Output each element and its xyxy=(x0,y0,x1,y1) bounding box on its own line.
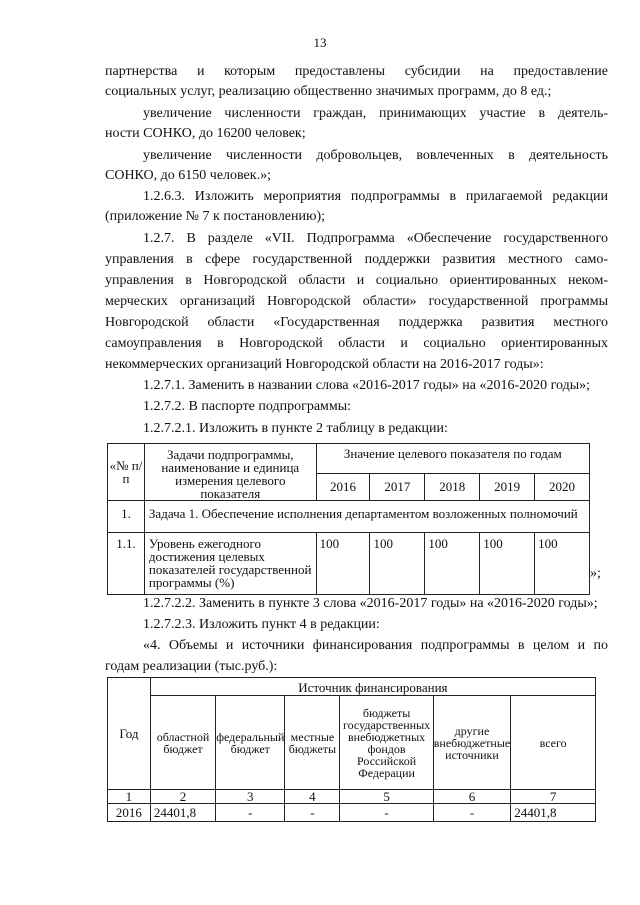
paragraph-line: управления в сфере государственной поддержки развития местного само- xyxy=(105,252,608,267)
paragraph-line: социальных услуг, реализацию общественно значимых программ, до 8 ед.; xyxy=(105,84,552,99)
task-number: 1. xyxy=(108,501,145,533)
paragraph-line: увеличение численности граждан, принимающих участие в деятель- xyxy=(143,106,608,121)
row-value: 100 xyxy=(480,533,535,595)
row-text: Уровень ежегодного достижения целевых показателей государственной программы (%) xyxy=(144,533,316,595)
paragraph-line: увеличение численности добровольцев, вовлеченных в деятельность xyxy=(143,148,608,163)
paragraph-line: мерческих организаций Новгородской области» государственной программы xyxy=(105,294,608,309)
row-value: 100 xyxy=(316,533,370,595)
column-number: 2 xyxy=(150,790,215,804)
column-header: другие внебюджетные источники xyxy=(433,696,511,790)
header-year: Год xyxy=(108,678,151,790)
year-header: 2017 xyxy=(370,473,425,500)
paragraph-line: самоуправления в Новгородской области и социально ориентированных xyxy=(105,336,608,351)
row-cell: 24401,8 xyxy=(150,804,215,822)
paragraph-line: 1.2.7.1. Заменить в названии слова «2016-2017 годы» на «2016-2020 годы»; xyxy=(143,378,591,393)
row-cell: - xyxy=(216,804,285,822)
column-header: всего xyxy=(511,696,596,790)
year-header: 2016 xyxy=(316,473,370,500)
row-cell: - xyxy=(433,804,511,822)
column-number: 5 xyxy=(340,790,433,804)
header-task: Задачи подпрограммы, наименование и единица измерения целевого показателя xyxy=(144,444,316,501)
header-number: «№ п/п xyxy=(108,444,145,501)
year-header: 2019 xyxy=(480,473,535,500)
row-number: 1.1. xyxy=(108,533,145,595)
paragraph-line: 1.2.7.2.3. Изложить пункт 4 в редакции: xyxy=(143,617,380,632)
paragraph-line: управления в Новгородской области и социально ориентированных неком- xyxy=(105,273,608,288)
task-text: Задача 1. Обеспечение исполнения департаментом возложенных полномочий xyxy=(144,501,589,533)
paragraph-line: Новгородской области «Государственная поддержка развития местного xyxy=(105,315,608,330)
paragraph-line: ности СОНКО, до 16200 человек; xyxy=(105,126,306,141)
column-number: 4 xyxy=(285,790,340,804)
column-number: 1 xyxy=(108,790,151,804)
row-value: 100 xyxy=(370,533,425,595)
paragraph-line: годам реализации (тыс.руб.): xyxy=(105,659,278,674)
funding-table xyxy=(107,677,596,822)
page-number: 13 xyxy=(313,35,327,50)
column-header: областной бюджет xyxy=(150,696,215,790)
column-number: 3 xyxy=(216,790,285,804)
column-header: бюджеты государственных внебюджетных фондов Российской Федерации xyxy=(340,696,433,790)
column-number: 6 xyxy=(433,790,511,804)
target-indicators-table xyxy=(107,443,590,595)
column-number: 7 xyxy=(511,790,596,804)
row-cell: - xyxy=(285,804,340,822)
row-year: 2016 xyxy=(108,804,151,822)
paragraph-line: некоммерческих организаций Новгородской области на 2016-2017 годы»: xyxy=(105,357,544,372)
year-header: 2020 xyxy=(535,473,590,500)
column-header: местные бюджеты xyxy=(285,696,340,790)
row-value: 100 xyxy=(535,533,590,595)
paragraph-line: СОНКО, до 6150 человек.»; xyxy=(105,168,271,183)
row-cell: 24401,8 xyxy=(511,804,596,822)
paragraph-line: 1.2.6.3. Изложить мероприятия подпрограммы в прилагаемой редакции xyxy=(143,189,608,204)
header-target-value: Значение целевого показателя по годам xyxy=(316,444,589,474)
row-cell: - xyxy=(340,804,433,822)
paragraph-line: 1.2.7. В разделе «VII. Подпрограмма «Обеспечение государственного xyxy=(143,231,608,246)
paragraph-line: «4. Объемы и источники финансирования подпрограммы в целом и по xyxy=(143,638,608,653)
row-value: 100 xyxy=(425,533,480,595)
paragraph-line: 1.2.7.2.2. Заменить в пункте 3 слова «2016-2017 годы» на «2016-2020 годы»; xyxy=(143,596,598,611)
paragraph-line: (приложение № 7 к постановлению); xyxy=(105,209,326,224)
paragraph-line: партнерства и которым предоставлены субсидии на предоставление xyxy=(105,64,608,79)
paragraph-line: 1.2.7.2.1. Изложить в пункте 2 таблицу в редакции: xyxy=(143,421,448,436)
paragraph-line: 1.2.7.2. В паспорте подпрограммы: xyxy=(143,399,352,414)
table-closing-quote: »; xyxy=(590,566,601,581)
column-header: федеральный бюджет xyxy=(216,696,285,790)
year-header: 2018 xyxy=(425,473,480,500)
header-funding-source: Источник финансирования xyxy=(150,678,595,696)
